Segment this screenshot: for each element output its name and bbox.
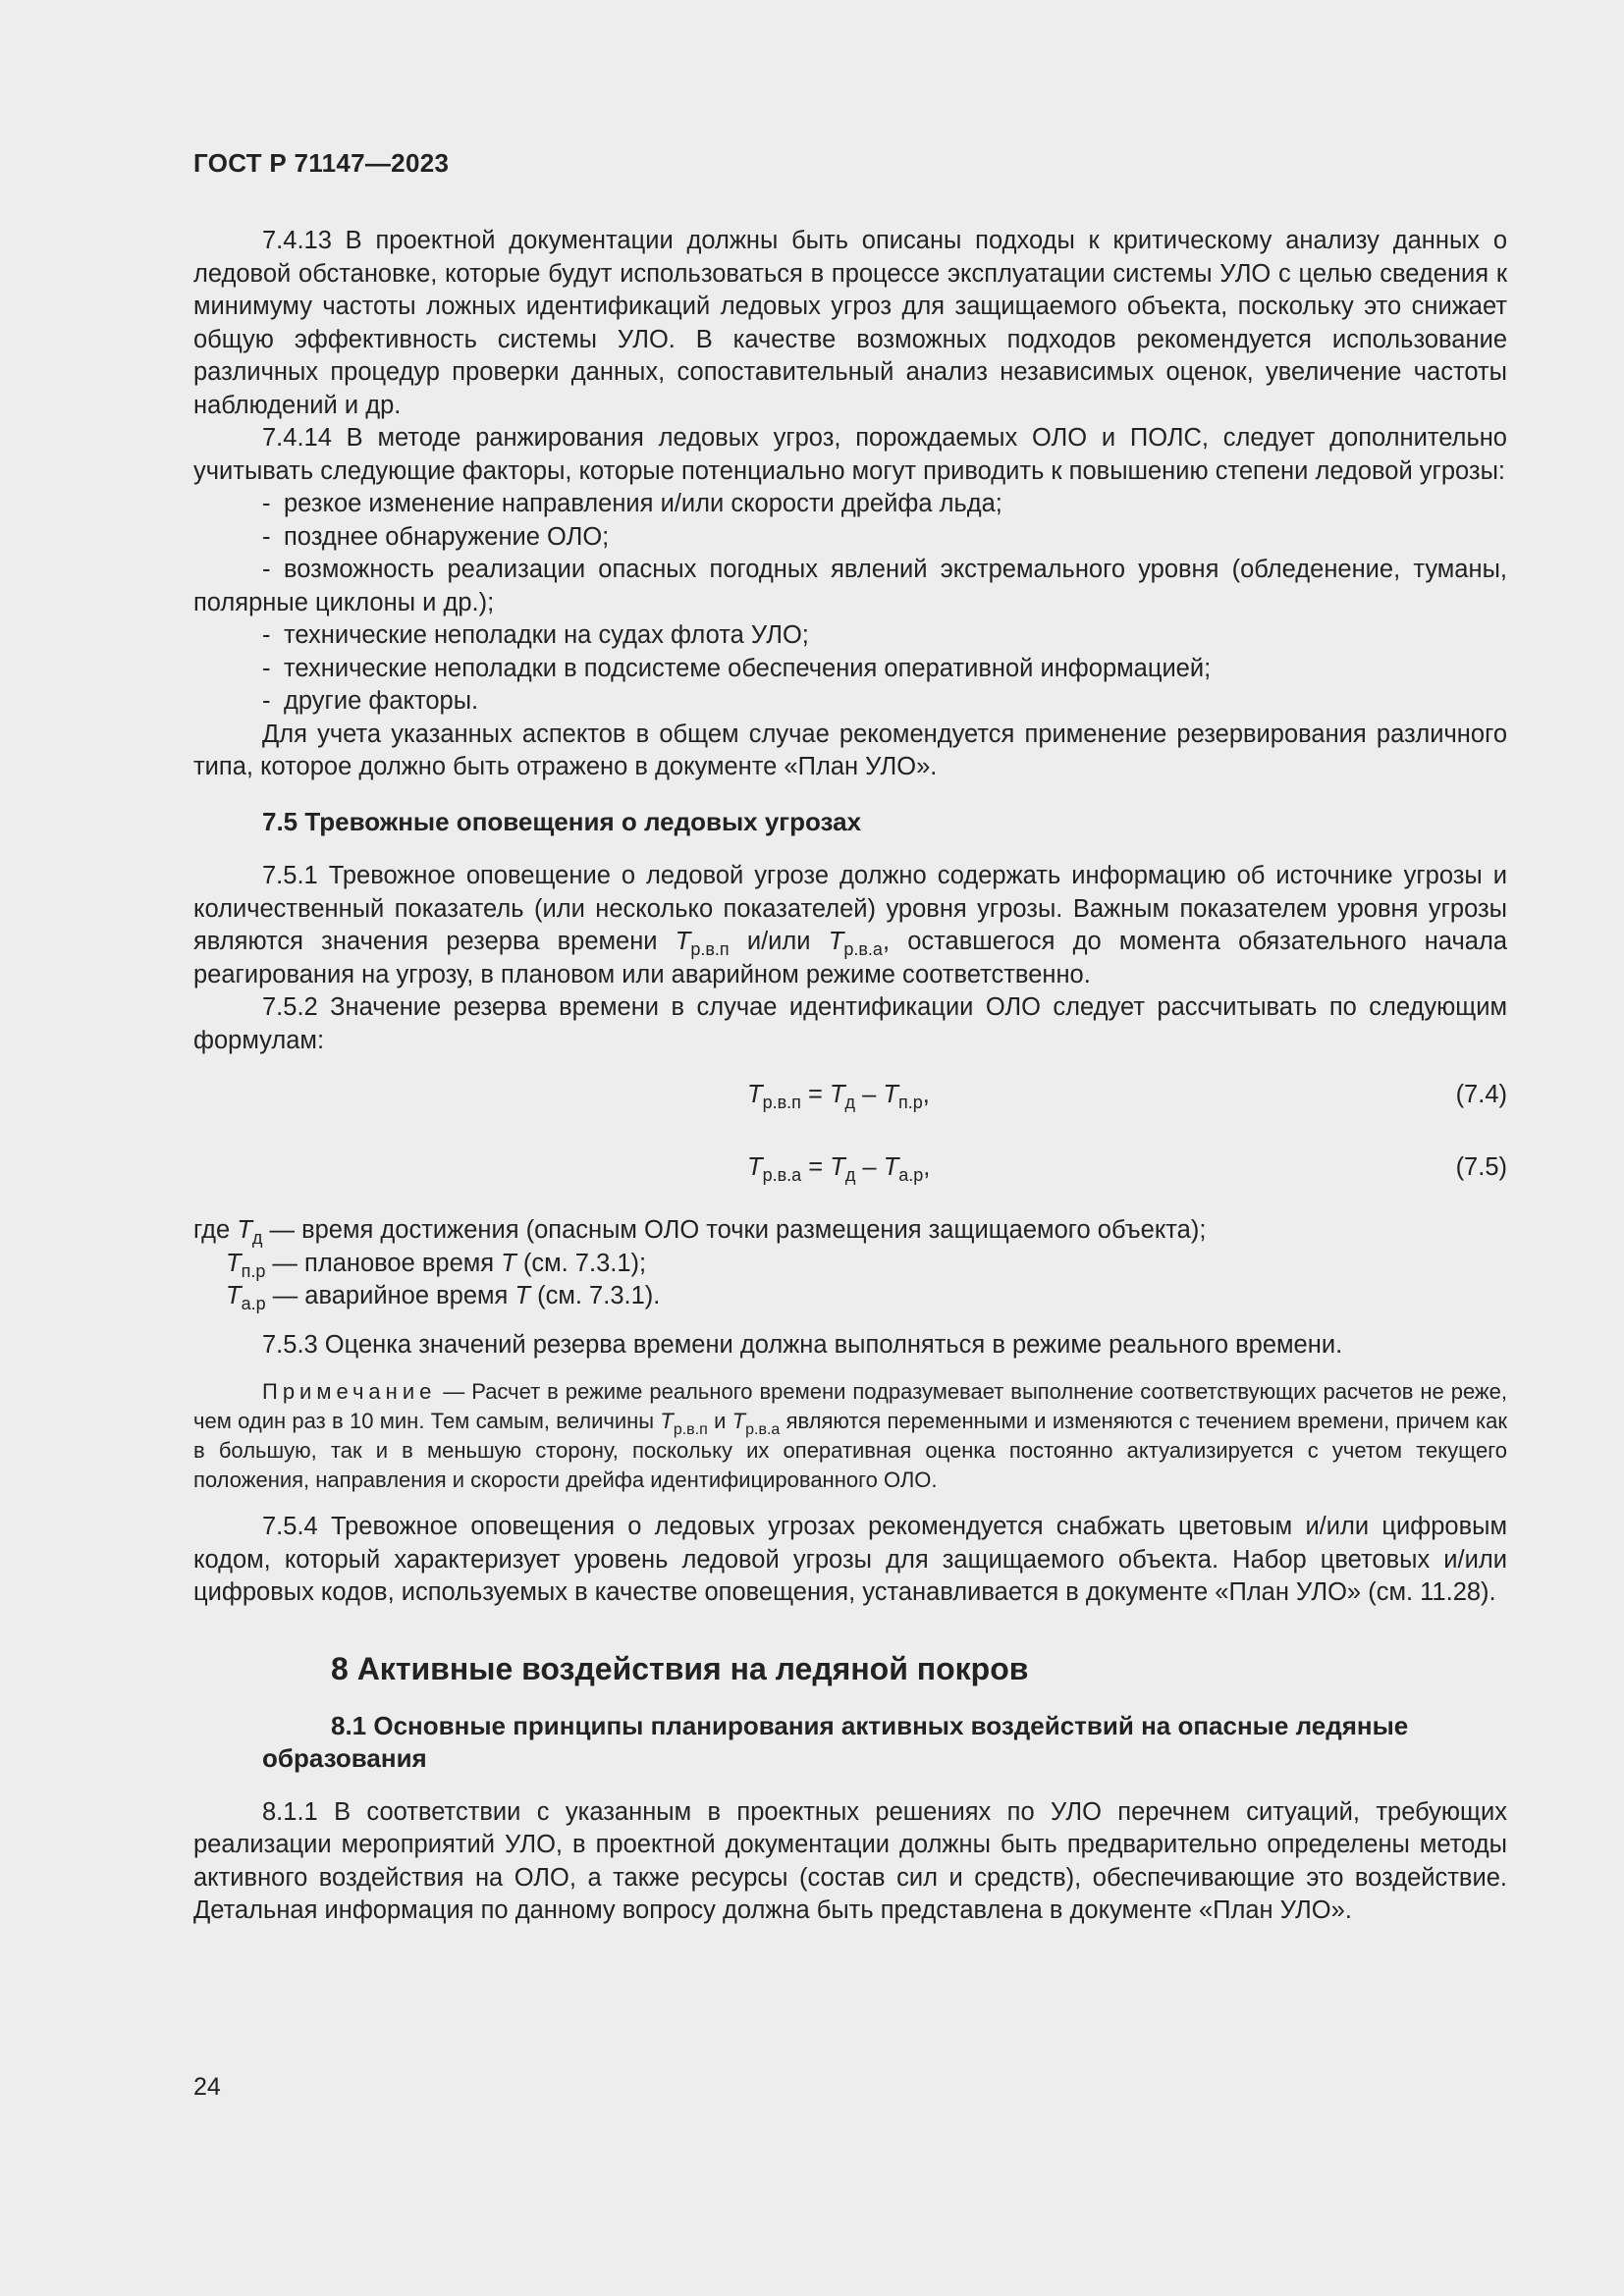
formula-expression: $T_{р.в.п} = T_д - T_{п.р}$, [747, 1081, 930, 1112]
list-item [193, 619, 1507, 653]
document-header: ГОСТ Р 71147—2023 [193, 148, 450, 178]
paragraph-8-1-1: 8.1.1 В соответствии с указанным в проектных решениях по УЛО перечнем ситуаций, требующих реализации мероприятий УЛО, в проектной документации должны быть предварительно определены методы активного воздействия на ОЛО, а также ресурсы (состав сил и средств), обеспечивающие это воздействие. Детальная информация по данному вопросу должна быть представлена в документе «План УЛО». [193, 1797, 1507, 1924]
list-dash: - [262, 687, 271, 715]
list-item-text: технические неполадки на судах флота УЛО; [284, 621, 809, 649]
list-item [193, 685, 1507, 719]
list-item-text: позднее обнаружение ОЛО; [284, 522, 610, 551]
list-dash: - [262, 556, 271, 583]
list-dash: - [262, 621, 271, 649]
note-label: Примечание [262, 1379, 437, 1404]
formula-7-5 [193, 1151, 1507, 1185]
page-content [193, 225, 1507, 1928]
formula-number: (7.4) [1455, 1081, 1507, 1108]
formula-number: (7.5) [1455, 1153, 1507, 1181]
list-dash: - [262, 490, 271, 517]
list-item [193, 554, 1507, 619]
formula-7-4 [193, 1079, 1507, 1112]
legend-row: $T_{а.р}$ — аварийное время T (см. 7.3.1). [226, 1282, 661, 1313]
paragraph-reserve: Для учета указанных аспектов в общем случае рекомендуется применение резервирования различного типа, которое должно быть отражено в документе «План УЛО». [193, 720, 1507, 780]
section-heading-7-5: 7.5 Тревожные оповещения о ледовых угрозах [262, 806, 862, 836]
formula-expression: $T_{р.в.а} = T_д - T_{а.р}$, [747, 1153, 931, 1185]
paragraph-7-5-4: 7.5.4 Тревожное оповещения о ледовых угрозах рекомендуется снабжать цветовым и/или цифровым кодом, который характеризует уровень ледовой угрозы для защищаемого объекта. Набор цветовых и/или цифровых кодов, используемых в качестве оповещения, устанавливается в документе «План УЛО» (см. 11.28). [193, 1513, 1507, 1606]
formula-legend [193, 1214, 1507, 1313]
page-number: 24 [193, 2073, 221, 2101]
paragraph-7-4-14: 7.4.14 В методе ранжирования ледовых угроз, порождаемых ОЛО и ПОЛС, следует дополнительно учитывать следующие факторы, которые потенциально могут приводить к повышению степени ледовой угрозы: [193, 424, 1507, 485]
list-item [193, 653, 1507, 686]
section-heading-8-1: 8.1 Основные принципы планирования активных воздействий на опасные ледяные образования [262, 1710, 1409, 1773]
list-dash: - [262, 654, 271, 682]
note-block: Примечание — Расчет в режиме реального времени подразумевает выполнение соответствующих расчетов не реже, чем один раз в 10 мин. Тем самым, величины $T_{р.в.п}$ и $T_{р.в.а}$ являются переменными и изменяются с течением времени, причем как в большую, так и в меньшую сторону, поскольку их оперативная оценка постоянно актуализируется с учетом текущего положения, направления и скорости дрейфа идентифицированного ОЛО. [193, 1379, 1507, 1492]
list-item-text: возможность реализации опасных погодных явлений экстремального уровня (обледенение, туманы, полярные циклоны и др.); [193, 556, 1507, 616]
paragraph-7-4-13: 7.4.13 В проектной документации должны быть описаны подходы к критическому анализу данных о ледовой обстановке, которые будут использоваться в процессе эксплуатации системы УЛО с целью сведения к минимуму частоты ложных идентификаций ледовых угроз для защищаемого объекта, поскольку это снижает общую эффективность системы УЛО. В качестве возможных подходов рекомендуется использование различных процедур проверки данных, сопоставительный анализ независимых оценок, увеличение частоты наблюдений и др. [193, 227, 1507, 419]
list-item [193, 488, 1507, 521]
list-item-text: технические неполадки в подсистеме обеспечения оперативной информацией; [284, 654, 1212, 682]
list-dash: - [262, 522, 271, 551]
section-heading-8: 8 Активные воздействия на ледяной покров [331, 1650, 1029, 1686]
list-item-text: резкое изменение направления и/или скорости дрейфа льда; [284, 490, 1002, 517]
paragraph-7-5-1: 7.5.1 Тревожное оповещение о ледовой угрозе должно содержать информацию об источнике угрозы и количественный показатель (или несколько показателей) уровня угрозы. Важным показателем уровня угрозы являются значения резерва времени $T_{р.в.п}$ и/или $T_{р.в.а}$, оставшегося до момента обязательного начала реагирования на угрозу, в плановом или аварийном режиме соответственно. [193, 862, 1507, 988]
paragraph-7-5-2: 7.5.2 Значение резерва времени в случае идентификации ОЛО следует рассчитывать по следующим формулам: [193, 993, 1507, 1054]
legend-row: $T_{п.р}$ — плановое время T (см. 7.3.1); [226, 1249, 647, 1281]
legend-row: где $T_д$ — время достижения (опасным ОЛО точки размещения защищаемого объекта); [193, 1216, 1207, 1248]
paragraph-7-5-3: 7.5.3 Оценка значений резерва времени должна выполняться в режиме реального времени. [262, 1330, 1343, 1359]
list-item-text: другие факторы. [284, 687, 479, 715]
list-item [193, 521, 1507, 555]
